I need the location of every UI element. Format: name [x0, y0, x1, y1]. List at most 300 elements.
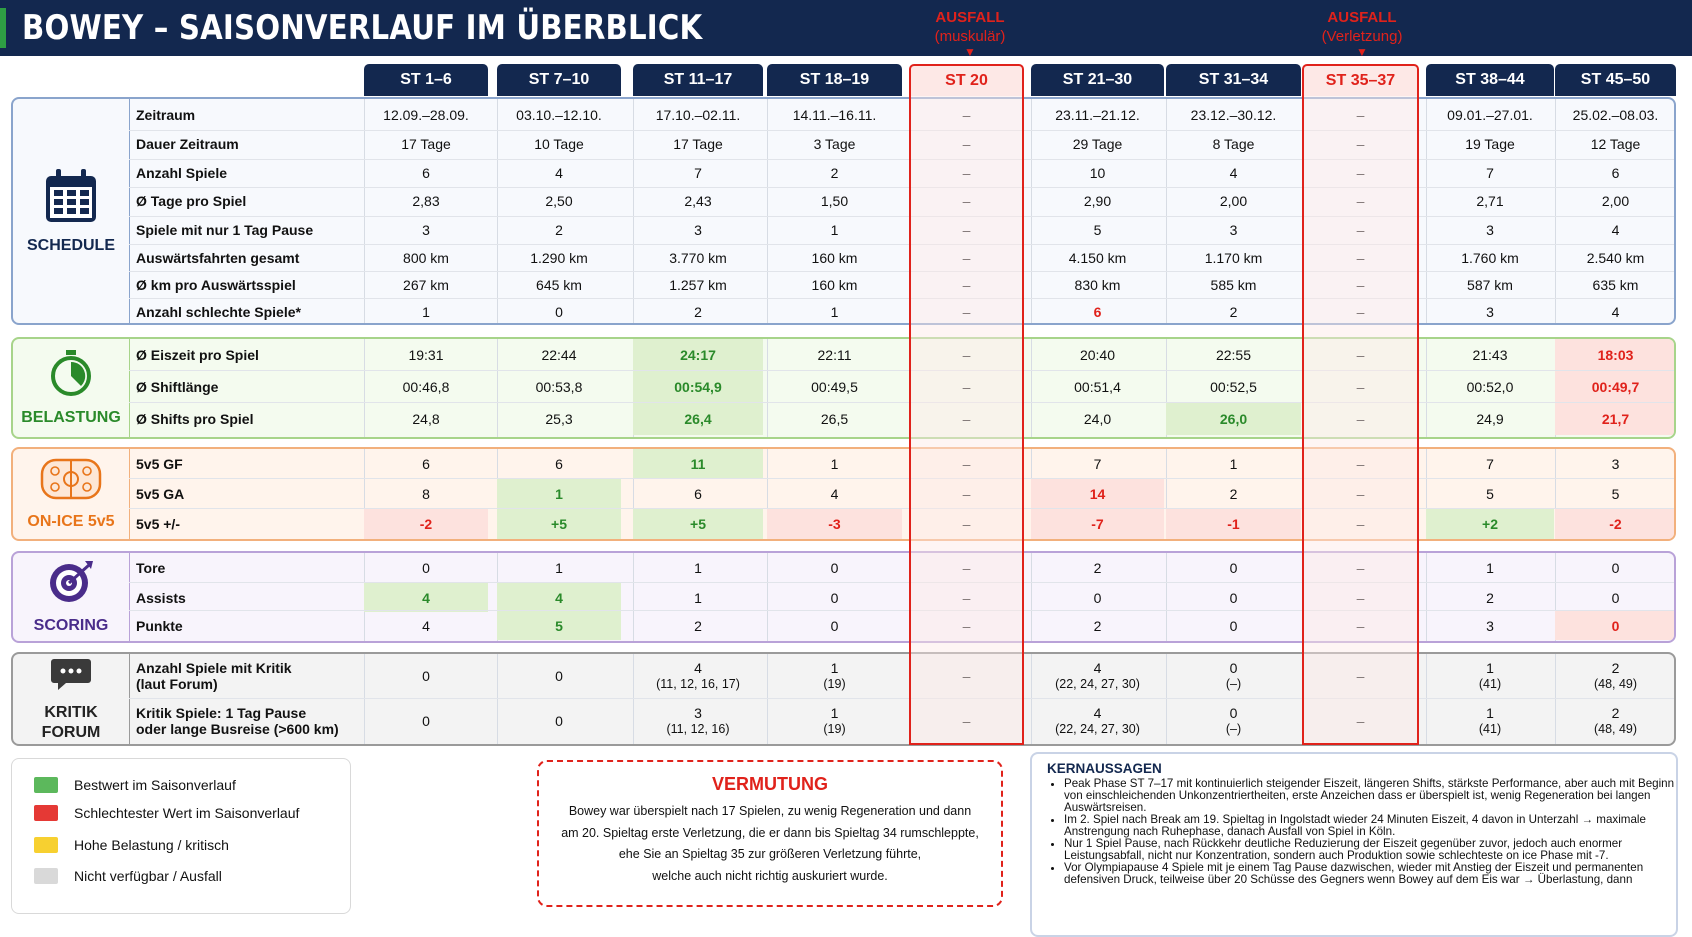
cell-value: –: [962, 165, 971, 181]
cell-value: 4: [1093, 660, 1102, 676]
cell-value: –: [962, 486, 971, 502]
cell-value: 8 Tage: [1212, 136, 1255, 152]
cell-value: 25.02.–08.03.: [1572, 107, 1659, 123]
legend-swatch: [34, 805, 58, 821]
vermutung-title: VERMUTUNG: [712, 774, 828, 794]
table-cell: [364, 654, 488, 698]
cell-value: 0: [1611, 559, 1620, 576]
table-cell: [1555, 449, 1676, 479]
table-cell: [1031, 583, 1164, 612]
cell-value: 0: [1093, 589, 1102, 606]
legend: [11, 758, 351, 914]
cell-value: 1: [1229, 456, 1238, 472]
cell-value: –: [962, 379, 971, 395]
section-kritik: [11, 652, 1676, 746]
cell-value: –: [1356, 456, 1365, 472]
row-label: [136, 371, 218, 403]
row-label-text: Anzahl schlechte Spiele*: [136, 304, 301, 320]
table-cell: [364, 583, 488, 612]
table-cell: [767, 299, 902, 325]
table-cell: [767, 272, 902, 298]
table-cell: [909, 339, 1024, 371]
cell-subvalue: (48, 49): [1593, 677, 1638, 691]
cell-value: 24:17: [680, 347, 716, 363]
table-cell: [1166, 217, 1301, 243]
cell-value: 0: [555, 304, 563, 320]
table-cell: [633, 583, 763, 612]
table-cell: [767, 583, 902, 612]
table-cell: [909, 131, 1024, 157]
cell-value: 00:49,7: [1591, 379, 1640, 395]
table-cell: [633, 699, 763, 743]
table-cell: [364, 611, 488, 640]
row-label: [136, 217, 313, 243]
cell-value: 3: [1229, 222, 1238, 238]
table-cell: [1426, 188, 1554, 214]
row-label-text: 5v5 GA: [136, 486, 185, 502]
cell-value: 4: [1611, 222, 1620, 238]
table-cell: [364, 245, 488, 271]
table-cell: [1031, 699, 1164, 743]
stopwatch-icon: [49, 349, 93, 402]
table-cell: [1166, 299, 1301, 325]
table-cell: [364, 479, 488, 509]
column-header: ST 1–6: [364, 64, 488, 96]
table-cell: [497, 272, 621, 298]
table-cell: [633, 654, 763, 698]
table-cell: [1426, 160, 1554, 186]
cell-value: –: [1356, 668, 1365, 684]
cell-value: –: [962, 347, 971, 363]
table-cell: [1426, 245, 1554, 271]
row-label-text: Ø km pro Auswärtsspiel: [136, 277, 296, 293]
table-cell: [1426, 131, 1554, 157]
table-cell: [1555, 160, 1676, 186]
cell-value: 1: [830, 660, 839, 676]
section-label: BELASTUNG: [21, 408, 121, 426]
cell-value: –: [962, 516, 971, 532]
row-label-text: Anzahl Spiele mit Kritik: [136, 660, 292, 676]
table-cell: [1166, 403, 1301, 435]
vermutung-text: [539, 801, 1001, 887]
table-cell: [1302, 339, 1419, 371]
cell-value: 5: [1486, 486, 1494, 502]
cell-value: 1: [555, 559, 563, 576]
vermutung-box: [537, 760, 1003, 907]
table-cell: [767, 245, 902, 271]
cell-value: 1.257 km: [669, 277, 727, 293]
cell-value: 160 km: [811, 250, 858, 266]
table-cell: [633, 272, 763, 298]
cell-value: –: [962, 107, 971, 123]
table-cell: [767, 553, 902, 582]
table-cell: [1302, 449, 1419, 479]
cell-value: 11: [690, 456, 706, 472]
cell-value: 2: [1611, 705, 1620, 721]
cell-value: 4: [694, 660, 702, 676]
row-label-text: oder lange Busreise (>600 km): [136, 721, 339, 737]
cell-value: 5: [1093, 222, 1102, 238]
row-label: [136, 299, 301, 325]
cell-value: 2.540 km: [1586, 250, 1645, 266]
cell-value: –: [1356, 589, 1365, 606]
table-cell: [1031, 553, 1164, 582]
cell-value: 09.01.–27.01.: [1447, 107, 1533, 123]
row-label: [136, 654, 292, 698]
cell-value: -2: [1609, 516, 1622, 532]
table-cell: [1426, 339, 1554, 371]
cell-value: +2: [1482, 516, 1498, 532]
legend-item: [34, 777, 236, 793]
row-label: [136, 449, 183, 479]
table-cell: [1302, 583, 1419, 612]
table-cell: [633, 479, 763, 509]
cell-value: –: [1356, 411, 1365, 427]
legend-swatch: [34, 777, 58, 793]
calendar-icon: [43, 167, 99, 230]
vermutung-line: ehe Sie an Spieltag 35 zur größeren Verletzung führte,: [618, 847, 922, 861]
cell-value: –: [1356, 165, 1365, 181]
cell-value: 0: [830, 559, 839, 576]
cell-subvalue: (22, 24, 27, 30): [1055, 677, 1140, 691]
section-label: SCHEDULE: [26, 236, 115, 254]
cell-value: –: [1356, 222, 1365, 238]
cell-value: 1.760 km: [1461, 250, 1519, 266]
kernaussagen-box: [1030, 752, 1678, 937]
table-cell: [364, 299, 488, 325]
table-cell: [1166, 654, 1301, 698]
cell-value: 2,00: [1219, 193, 1248, 209]
cell-value: 00:49,5: [811, 379, 858, 395]
table-cell: [1426, 654, 1554, 698]
cell-value: 4: [422, 617, 430, 634]
section-divider: [129, 654, 130, 744]
table-cell: [364, 509, 488, 539]
column-header: ST 31–34: [1166, 64, 1301, 96]
column-header: ST 38–44: [1426, 64, 1554, 96]
table-cell: [364, 403, 488, 435]
cell-value: 2,83: [412, 193, 440, 209]
cell-value: 14: [1089, 486, 1106, 502]
table-cell: [1426, 611, 1554, 640]
cell-value: –: [962, 277, 971, 293]
section-divider: [129, 99, 130, 323]
table-cell: [1166, 160, 1301, 186]
cell-value: 1: [830, 456, 839, 472]
table-cell: [1031, 654, 1164, 698]
cell-value: 1: [422, 304, 430, 320]
table-cell: [1426, 479, 1554, 509]
cell-value: 1.170 km: [1204, 250, 1263, 266]
column-header: ST 21–30: [1031, 64, 1164, 96]
cell-value: 3: [694, 222, 702, 238]
cell-value: –: [962, 456, 971, 472]
table-cell: [497, 611, 621, 640]
cell-subvalue: (22, 24, 27, 30): [1055, 722, 1140, 736]
table-cell: [909, 479, 1024, 509]
cell-value: +5: [690, 516, 706, 532]
table-cell: [909, 245, 1024, 271]
table-cell: [909, 188, 1024, 214]
cell-value: 6: [694, 486, 702, 502]
table-cell: [364, 371, 488, 403]
cell-subvalue: (–): [1225, 722, 1242, 736]
row-label-text: Tore: [136, 559, 166, 576]
row-label: [136, 509, 180, 539]
table-cell: [497, 245, 621, 271]
ausfall-title: AUSFALL: [1327, 9, 1397, 26]
cell-value: 22:11: [817, 347, 852, 363]
cell-value: 0: [1229, 660, 1238, 676]
table-cell: [1166, 449, 1301, 479]
cell-value: 1: [830, 222, 839, 238]
cell-value: 17 Tage: [673, 136, 723, 152]
table-cell: [767, 188, 902, 214]
cell-value: 24,8: [412, 411, 440, 427]
table-cell: [633, 217, 763, 243]
section-schedule: [11, 97, 1676, 325]
section-icon-area: [13, 339, 129, 437]
row-label-text: Auswärtsfahrten gesamt: [136, 250, 300, 266]
row-label-text: Zeitraum: [136, 107, 196, 123]
cell-value: 1: [830, 304, 839, 320]
row-label-text: (laut Forum): [136, 676, 218, 692]
row-label-text: Anzahl Spiele: [136, 165, 228, 181]
cell-value: -3: [828, 516, 841, 532]
table-cell: [1302, 654, 1419, 698]
table-cell: [1302, 131, 1419, 157]
cell-value: 00:46,8: [402, 379, 450, 395]
cell-value: –: [962, 250, 971, 266]
ausfall-label-1: [910, 8, 1030, 58]
cell-value: 1: [1486, 705, 1494, 721]
cell-value: 585 km: [1210, 277, 1257, 293]
cell-value: 17 Tage: [401, 136, 451, 152]
cell-value: 2,50: [545, 193, 573, 209]
table-cell: [1166, 339, 1301, 371]
cell-value: -7: [1091, 516, 1104, 532]
table-cell: [497, 654, 621, 698]
cell-value: 14.11.–16.11.: [792, 107, 877, 123]
cell-value: +5: [551, 516, 567, 532]
table-cell: [497, 131, 621, 157]
legend-label: Nicht verfügbar / Ausfall: [74, 868, 222, 884]
table-cell: [1555, 403, 1676, 435]
table-cell: [767, 102, 902, 128]
table-cell: [767, 403, 902, 435]
cell-value: 23.11.–21.12.: [1055, 107, 1140, 123]
table-cell: [633, 131, 763, 157]
table-cell: [497, 299, 621, 325]
cell-value: 0: [1229, 705, 1238, 721]
cell-value: 1: [830, 705, 839, 721]
cell-value: 3: [1486, 617, 1494, 634]
table-cell: [1426, 371, 1554, 403]
row-label-text: Ø Shifts pro Spiel: [136, 411, 254, 427]
table-cell: [1555, 553, 1676, 582]
cell-value: –: [1356, 277, 1365, 293]
arrow-down-icon: ▼: [964, 45, 976, 59]
table-cell: [497, 160, 621, 186]
cell-value: 0: [422, 559, 430, 576]
table-cell: [1031, 611, 1164, 640]
table-cell: [909, 611, 1024, 640]
table-cell: [767, 131, 902, 157]
table-cell: [1031, 188, 1164, 214]
column-header: ST 35–37: [1302, 64, 1419, 96]
row-label-text: Dauer Zeitraum: [136, 136, 239, 152]
kernaussagen-list: [1032, 778, 1676, 886]
cell-value: 6: [555, 456, 563, 472]
table-cell: [497, 583, 621, 612]
table-cell: [1555, 131, 1676, 157]
section-onice: [11, 447, 1676, 541]
cell-value: 2,90: [1083, 193, 1112, 209]
table-cell: [767, 160, 902, 186]
cell-value: 8: [422, 486, 430, 502]
table-cell: [1555, 654, 1676, 698]
table-cell: [1166, 509, 1301, 539]
cell-value: –: [1356, 486, 1365, 502]
table-cell: [364, 699, 488, 743]
ausfall-label-2: [1302, 8, 1422, 58]
cell-value: 10 Tage: [534, 136, 584, 152]
cell-value: 7: [1093, 456, 1102, 472]
table-cell: [364, 160, 488, 186]
cell-value: –: [962, 411, 971, 427]
table-cell: [1031, 449, 1164, 479]
cell-value: 17.10.–02.11.: [655, 107, 741, 123]
cell-value: 0: [1611, 617, 1620, 634]
table-cell: [497, 339, 621, 371]
kernaussage-item: • Nur 1 Spiel Pause, nach Rückkehr deutliche Reduzierung der Eiszeit gegenüber zuvor, jedoch auch enormer Leistungsabfall, nicht nur Konzentration, sondern auch Produktion sowie schlechteste on ice Phase mit -7.: [1064, 838, 1676, 862]
cell-value: 6: [422, 456, 430, 472]
table-cell: [1555, 272, 1676, 298]
table-cell: [1166, 553, 1301, 582]
table-cell: [1426, 102, 1554, 128]
cell-value: –: [1356, 107, 1365, 123]
vermutung-line: Bowey war überspielt nach 17 Spielen, zu wenig Regeneration und dann: [568, 804, 972, 818]
cell-value: 3: [1486, 222, 1494, 238]
cell-value: –: [962, 136, 971, 152]
cell-value: 22:44: [541, 347, 577, 363]
cell-subvalue: (48, 49): [1593, 722, 1638, 736]
table-cell: [1166, 102, 1301, 128]
table-cell: [909, 509, 1024, 539]
table-cell: [1426, 699, 1554, 743]
cell-value: 0: [1229, 617, 1238, 634]
cell-value: 5: [1611, 486, 1620, 502]
table-cell: [1555, 611, 1676, 640]
table-cell: [909, 654, 1024, 698]
table-cell: [633, 339, 763, 371]
table-cell: [767, 654, 902, 698]
table-cell: [767, 479, 902, 509]
table-cell: [909, 299, 1024, 325]
section-label: KRITIK FORUM: [41, 703, 101, 741]
cell-subvalue: (–): [1225, 677, 1242, 691]
cell-value: 1: [1486, 660, 1494, 676]
cell-value: 587 km: [1467, 277, 1513, 293]
table-cell: [909, 102, 1024, 128]
cell-value: 2,71: [1476, 193, 1504, 209]
table-cell: [1302, 699, 1419, 743]
row-label-text: Ø Eiszeit pro Spiel: [136, 347, 259, 363]
table-cell: [1302, 479, 1419, 509]
row-label: [136, 583, 186, 612]
ausfall-title: AUSFALL: [935, 9, 1005, 26]
cell-value: 23.12.–30.12.: [1190, 107, 1277, 123]
row-label-text: Punkte: [136, 617, 183, 634]
cell-value: 19:31: [408, 347, 444, 363]
cell-value: 2: [1611, 660, 1620, 676]
cell-value: –: [962, 668, 971, 684]
row-label: [136, 160, 227, 186]
page-title: BOWEY – SAISONVERLAUF IM ÜBERBLICK: [22, 8, 703, 48]
table-cell: [1555, 245, 1676, 271]
cell-value: –: [1356, 379, 1365, 395]
table-cell: [767, 509, 902, 539]
cell-value: 19 Tage: [1465, 136, 1515, 152]
table-cell: [633, 299, 763, 325]
column-header: ST 20: [909, 64, 1024, 96]
table-cell: [909, 217, 1024, 243]
table-cell: [364, 449, 488, 479]
column-header: ST 11–17: [633, 64, 763, 96]
row-label-text: Spiele mit nur 1 Tag Pause: [136, 222, 314, 238]
table-cell: [767, 339, 902, 371]
table-cell: [1166, 272, 1301, 298]
table-cell: [1555, 699, 1676, 743]
table-cell: [1426, 449, 1554, 479]
cell-value: 1: [694, 559, 702, 576]
table-cell: [1302, 272, 1419, 298]
cell-value: 3 Tage: [813, 136, 856, 152]
cell-value: 24,0: [1083, 411, 1112, 427]
legend-item: [34, 837, 229, 853]
table-cell: [1166, 583, 1301, 612]
cell-value: 3.770 km: [669, 250, 727, 266]
table-cell: [1555, 371, 1676, 403]
table-cell: [909, 272, 1024, 298]
table-cell: [1302, 188, 1419, 214]
table-cell: [1555, 102, 1676, 128]
cell-value: 0: [830, 617, 839, 634]
cell-value: –: [962, 559, 971, 576]
arrow-down-icon: ▼: [1356, 45, 1368, 59]
section-icon-area: [13, 553, 129, 641]
table-cell: [497, 553, 621, 582]
table-cell: [1555, 583, 1676, 612]
table-cell: [633, 449, 763, 479]
chat-icon: [50, 656, 92, 697]
table-cell: [633, 245, 763, 271]
cell-value: –: [962, 713, 971, 729]
cell-value: 20:40: [1079, 347, 1116, 363]
table-cell: [1031, 160, 1164, 186]
table-cell: [1166, 131, 1301, 157]
table-cell: [497, 188, 621, 214]
table-cell: [1555, 299, 1676, 325]
cell-value: –: [1356, 516, 1365, 532]
cell-subvalue: (11, 12, 16, 17): [656, 677, 740, 691]
row-label: [136, 131, 239, 157]
section-scoring: [11, 551, 1676, 643]
table-cell: [633, 102, 763, 128]
column-header: ST 18–19: [767, 64, 902, 96]
table-cell: [1302, 245, 1419, 271]
table-cell: [497, 479, 621, 509]
